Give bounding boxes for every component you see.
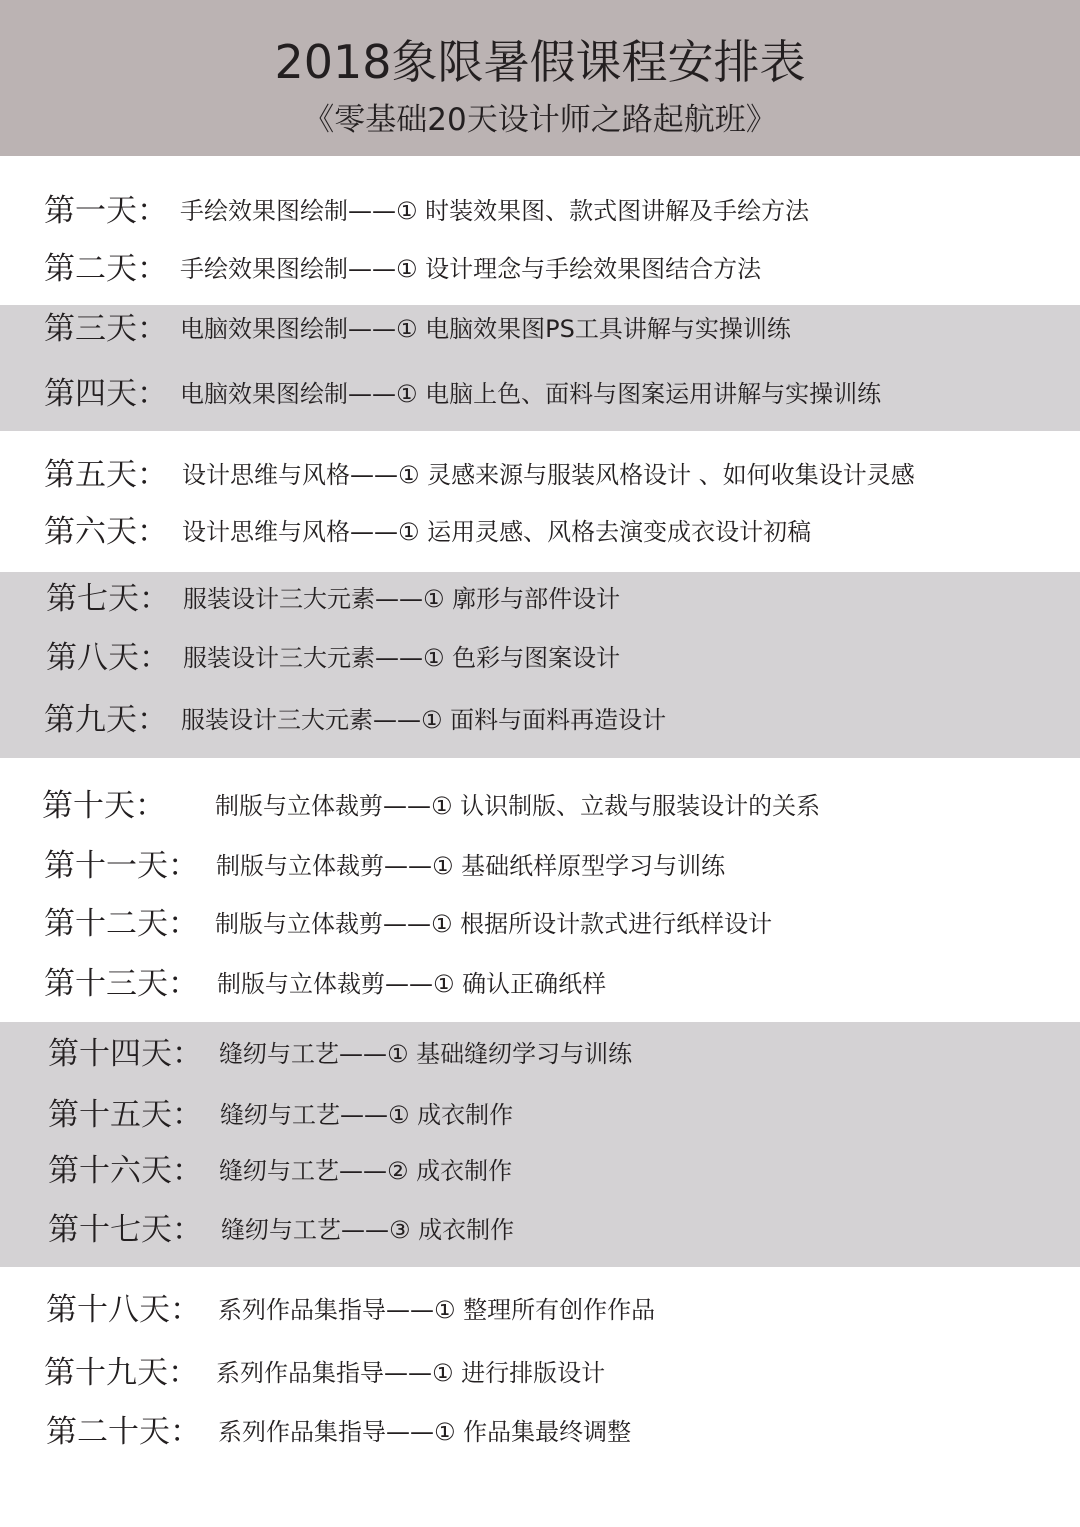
day-label: 第十二天： [44,906,199,942]
day-description: 系列作品集指导——① 作品集最终调整 [218,1418,632,1446]
day-description: 电脑效果图绘制——① 电脑上色、面料与图案运用讲解与实操训练 [180,380,882,408]
schedule-row [44,844,725,888]
day-label: 第十七天： [48,1212,203,1248]
header-banner [0,0,1080,156]
day-description: 缝纫与工艺——① 成衣制作 [220,1101,514,1129]
day-description: 制版与立体裁剪——① 认识制版、立裁与服装设计的关系 [215,792,821,820]
schedule-row [44,962,606,1006]
schedule-row [44,510,811,554]
day-label: 第一天： [44,193,168,229]
day-description: 系列作品集指导——① 进行排版设计 [216,1359,606,1387]
schedule-row [46,577,620,621]
day-description: 系列作品集指导——① 整理所有创作作品 [218,1296,656,1324]
schedule-row [46,1410,631,1454]
day-description: 手绘效果图绘制——① 时装效果图、款式图讲解及手绘方法 [180,197,810,225]
day-label: 第十四天： [48,1036,203,1072]
page-subtitle: 《零基础20天设计师之路起航班》 [303,102,777,138]
day-description: 制版与立体裁剪——① 基础纸样原型学习与训练 [216,852,726,880]
day-description: 缝纫与工艺——③ 成衣制作 [221,1216,515,1244]
day-label: 第十六天： [48,1153,203,1189]
schedule-row [48,1093,513,1137]
schedule-row [48,1208,514,1252]
schedule-row [44,902,772,946]
day-description: 服装设计三大元素——① 色彩与图案设计 [183,644,621,672]
schedule-row [46,636,620,680]
day-description: 电脑效果图绘制——① 电脑效果图PS工具讲解与实操训练 [180,315,791,343]
day-description: 设计思维与风格——① 灵感来源与服装风格设计 、如何收集设计灵感 [182,461,915,489]
day-label: 第二天： [44,251,168,287]
day-label: 第八天： [46,640,170,676]
day-description: 设计思维与风格——① 运用灵感、风格去演变成衣设计初稿 [182,518,812,546]
day-description: 制版与立体裁剪——① 根据所设计款式进行纸样设计 [215,910,773,938]
schedule-row [44,307,791,351]
day-label: 第十一天： [44,848,199,884]
day-label: 第十八天： [46,1292,201,1328]
schedule-row [44,189,809,233]
day-label: 第十三天： [44,966,199,1002]
day-description: 服装设计三大元素——① 廓形与部件设计 [183,585,621,613]
day-label: 第十天： [42,788,166,824]
day-description: 缝纫与工艺——② 成衣制作 [219,1157,513,1185]
day-label: 第十五天： [48,1097,203,1133]
page-title: 2018象限暑假课程安排表 [274,35,806,89]
schedule-row [48,1032,632,1076]
schedule-row [44,1351,605,1395]
schedule-row [44,372,881,416]
schedule-row [44,247,761,291]
day-label: 第二十天： [46,1414,201,1450]
schedule-row [48,1149,512,1193]
day-label: 第五天： [44,457,168,493]
day-description: 手绘效果图绘制——① 设计理念与手绘效果图结合方法 [180,255,762,283]
schedule-row [42,784,820,828]
day-description: 制版与立体裁剪——① 确认正确纸样 [217,970,607,998]
schedule-row [46,1288,655,1332]
day-label: 第三天： [44,311,168,347]
day-label: 第六天： [44,514,168,550]
day-label: 第四天： [44,376,168,412]
day-label: 第十九天： [44,1355,199,1391]
day-description: 缝纫与工艺——① 基础缝纫学习与训练 [219,1040,633,1068]
day-label: 第七天： [46,581,170,617]
day-label: 第九天： [44,702,168,738]
schedule-row [44,453,915,497]
day-description: 服装设计三大元素——① 面料与面料再造设计 [181,706,667,734]
schedule-row [44,698,666,742]
